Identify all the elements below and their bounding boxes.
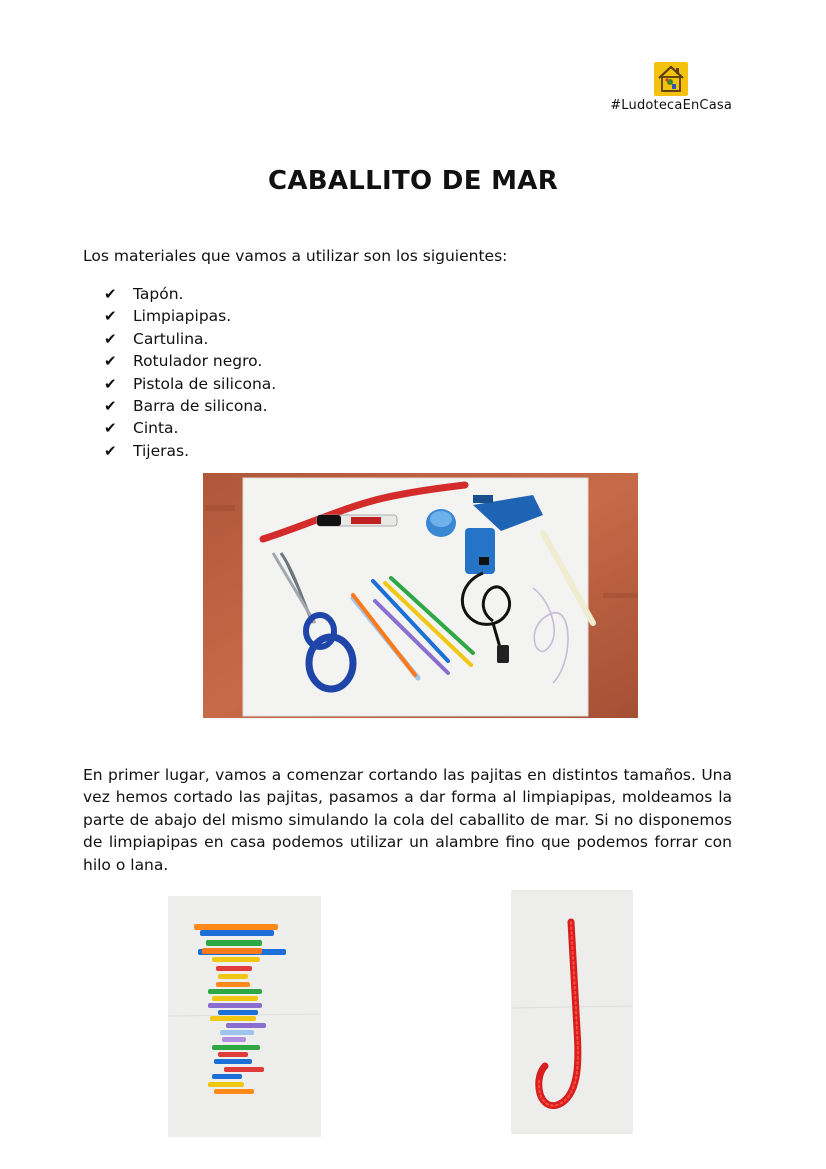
shaped-pipe-cleaner-photo — [511, 890, 633, 1134]
check-icon: ✔ — [104, 329, 117, 348]
material-label: Limpiapipas. — [133, 307, 232, 326]
list-item — [104, 417, 276, 439]
ludoteca-logo — [654, 62, 688, 96]
house-icon — [654, 62, 688, 96]
page-title: CABALLITO DE MAR — [267, 166, 559, 196]
cut-straws-photo — [168, 896, 321, 1137]
list-item — [104, 283, 276, 305]
check-icon: ✔ — [104, 285, 117, 303]
list-item — [104, 373, 276, 395]
material-label: Barra de silicona. — [133, 396, 268, 415]
material-label: Cinta. — [133, 419, 179, 438]
material-label: Tijeras. — [133, 441, 190, 460]
materials-intro: Los materiales que vamos a utilizar son los siguientes: — [83, 247, 508, 265]
hashtag-label: #LudotecaEnCasa — [610, 98, 732, 113]
material-label: Tapón. — [133, 285, 184, 303]
check-icon: ✔ — [104, 307, 117, 326]
materials-list — [104, 283, 276, 462]
check-icon: ✔ — [104, 352, 117, 371]
list-item — [104, 395, 276, 417]
list-item — [104, 440, 276, 462]
instructions-paragraph: En primer lugar, vamos a comenzar cortando las pajitas en distintos tamaños. Una vez hemos cortado las pajitas, pasamos a dar forma al limpiapipas, moldeamos la parte de abajo del mismo simulando la cola del caballito de mar. Si no disponemos de limpiapipas en casa podemos utilizar un alambre fino que podemos forrar con hilo o lana. — [83, 766, 732, 874]
check-icon: ✔ — [104, 419, 117, 438]
material-label: Rotulador negro. — [133, 352, 263, 371]
material-label: Pistola de silicona. — [133, 374, 277, 393]
list-item — [104, 328, 276, 350]
material-label: Cartulina. — [133, 329, 209, 348]
materials-photo — [203, 473, 638, 718]
list-item — [104, 350, 276, 372]
list-item — [104, 305, 276, 327]
check-icon: ✔ — [104, 374, 117, 393]
check-icon: ✔ — [104, 441, 117, 460]
check-icon: ✔ — [104, 396, 117, 415]
